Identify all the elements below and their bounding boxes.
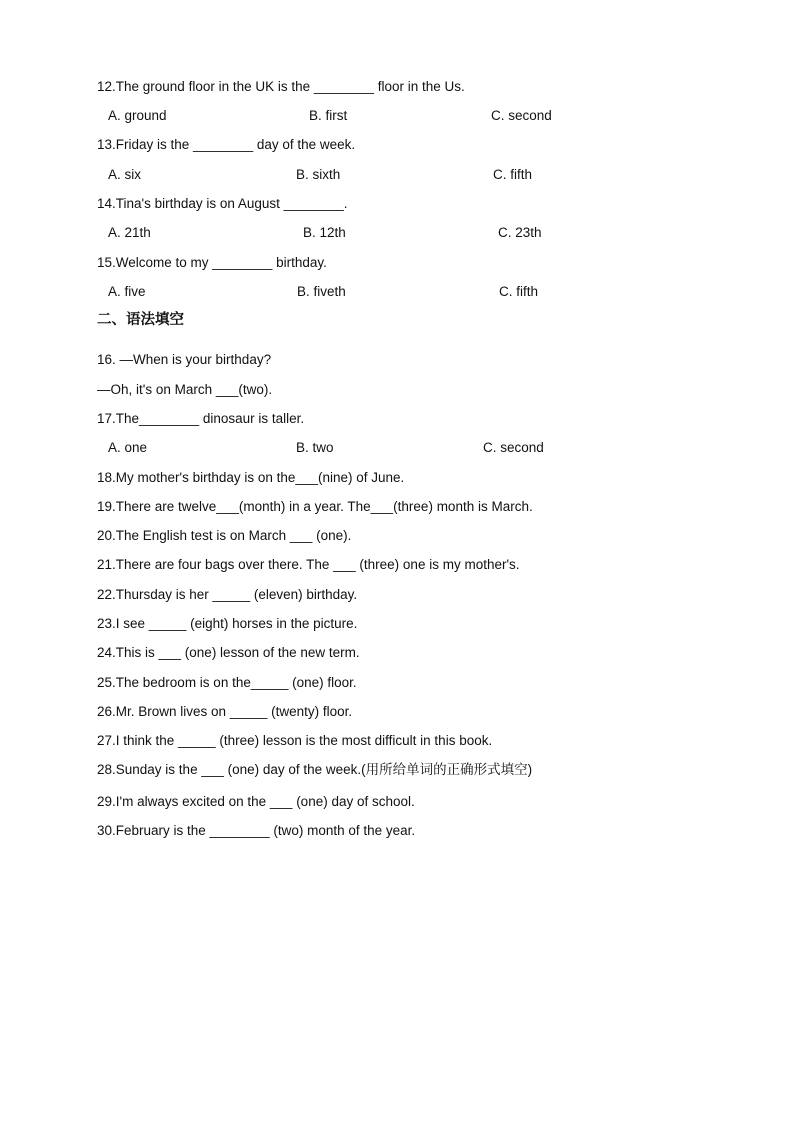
question-15: 15.Welcome to my ________ birthday. xyxy=(97,255,327,270)
q13-option-b: B. sixth xyxy=(296,167,341,182)
q13-option-a: A. six xyxy=(108,167,142,182)
question-26: 26.Mr. Brown lives on _____ (twenty) floor. xyxy=(97,704,353,719)
question-14: 14.Tina's birthday is on August ________. xyxy=(97,196,348,211)
question-20: 20.The English test is on March ___ (one). xyxy=(97,528,352,543)
question-23: 23.I see _____ (eight) horses in the picture. xyxy=(97,616,358,631)
question-28: 28.Sunday is the ___ (one) day of the week.(用所给单词的正确形式填空) xyxy=(97,762,533,777)
question-18: 18.My mother's birthday is on the___(nine) of June. xyxy=(97,470,405,485)
q12-option-a: A. ground xyxy=(108,108,167,123)
q17-option-b: B. two xyxy=(296,440,334,455)
question-16: 16. —When is your birthday? xyxy=(97,352,272,367)
question-25: 25.The bedroom is on the_____ (one) floor. xyxy=(97,675,357,690)
question-22: 22.Thursday is her _____ (eleven) birthday. xyxy=(97,587,358,602)
question-27: 27.I think the _____ (three) lesson is the most difficult in this book. xyxy=(97,733,493,748)
question-13: 13.Friday is the ________ day of the week. xyxy=(97,137,356,152)
question-17: 17.The________ dinosaur is taller. xyxy=(97,411,305,426)
question-29: 29.I'm always excited on the ___ (one) day of school. xyxy=(97,794,415,809)
q12-option-c: C. second xyxy=(491,108,552,123)
q14-option-a: A. 21th xyxy=(108,225,151,240)
q15-option-a: A. five xyxy=(108,284,146,299)
q13-option-c: C. fifth xyxy=(493,167,533,182)
q17-option-c: C. second xyxy=(483,440,544,455)
q17-option-a: A. one xyxy=(108,440,148,455)
q12-option-b: B. first xyxy=(309,108,348,123)
question-30: 30.February is the ________ (two) month of the year. xyxy=(97,823,416,838)
question-16-answer: —Oh, it's on March ___(two). xyxy=(97,382,273,397)
question-24: 24.This is ___ (one) lesson of the new term. xyxy=(97,645,360,660)
question-21: 21.There are four bags over there. The ___ (three) one is my mother's. xyxy=(97,557,520,572)
question-12: 12.The ground floor in the UK is the ________ floor in the Us. xyxy=(97,79,465,94)
q14-option-b: B. 12th xyxy=(303,225,346,240)
q15-option-c: C. fifth xyxy=(499,284,539,299)
q14-option-c: C. 23th xyxy=(498,225,542,240)
section-title: 二、语法填空 xyxy=(97,312,184,328)
question-19: 19.There are twelve___(month) in a year. The___(three) month is March. xyxy=(97,499,533,514)
q15-option-b: B. fiveth xyxy=(297,284,346,299)
